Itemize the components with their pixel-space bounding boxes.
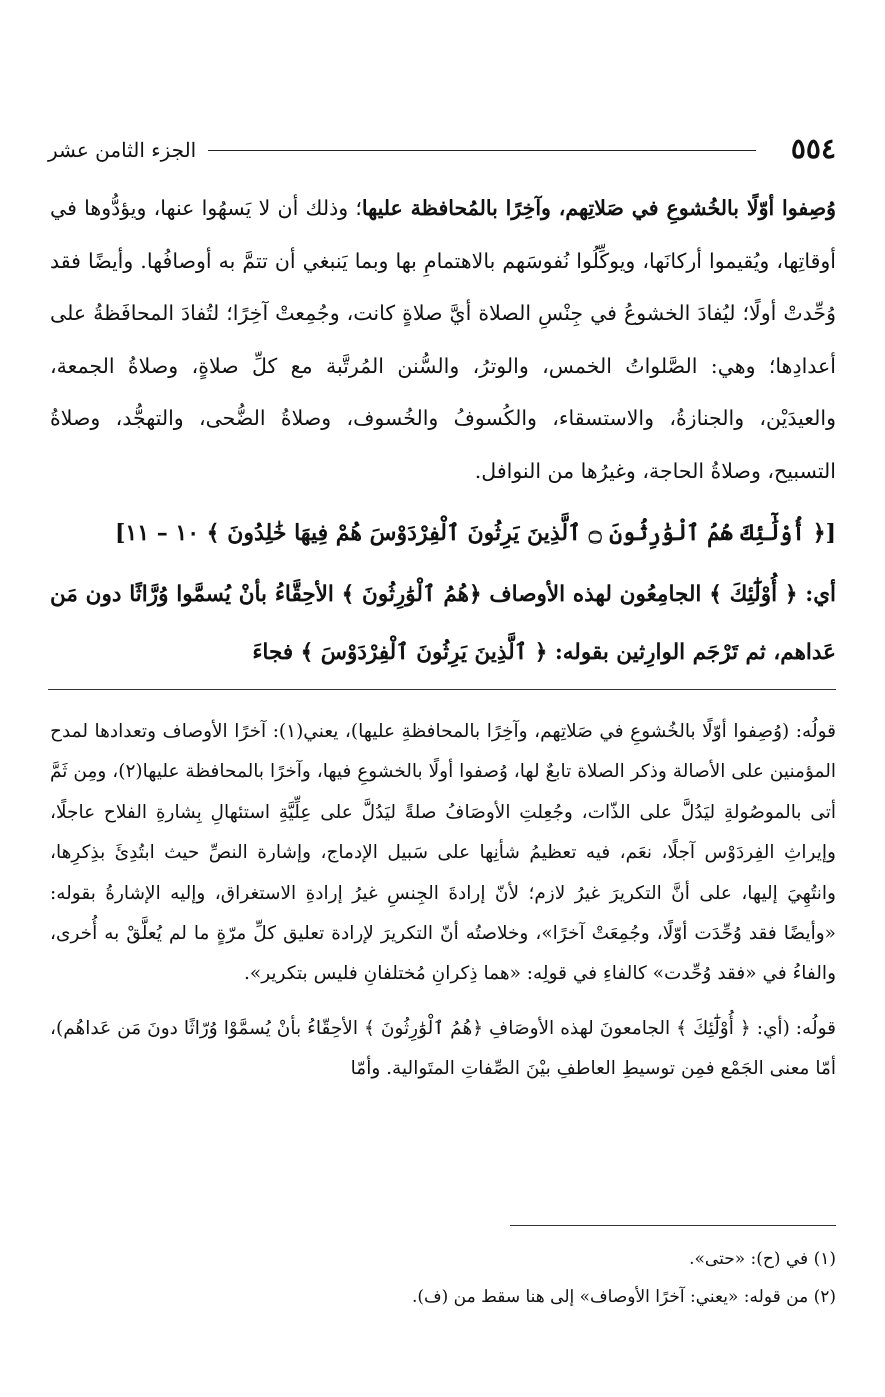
running-title: الجزء الثامن عشر xyxy=(48,138,197,162)
tafsir-paragraph: أي: ﴿ أُوْلَٰٓئِكَ ﴾ الجامِعُون لهذه الأوصاف ﴿هُمُ ٱلْوَٰرِثُونَ ﴾ الأحِقَّاءُ بأنْ يُسمَّوا وُرَّاثًا دون مَن عَداهم، ثم تَرْجَم الوارِثين بقوله: ﴿ ٱلَّذِينَ يَرِثُونَ ٱلْفِرْدَوْسَ ﴾ فجاءَ xyxy=(50,581,836,665)
commentary-paragraph-2: قولُه: (أي: ﴿ أُوْلَٰٓئِكَ ﴾ الجامعونَ لهذه الأوصَافِ ﴿هُمُ ٱلْوَٰرِثُونَ ﴾ الأحِقّاءُ بأنْ يُسمَّوْا وُرّاثًا دونَ مَن عَداهُم)، أمّا معنى الجَمْع فمِن توسيطِ العاطفِ بيْنَ الصِّفاتِ المتَوالية. وأمّا xyxy=(50,1017,836,1080)
header-rule xyxy=(208,150,756,151)
page-header xyxy=(48,132,836,172)
main-paragraph xyxy=(50,182,836,498)
page-number: ٥٥٤ xyxy=(790,132,836,165)
footnote-1: (١) في (ح): «حتى». xyxy=(689,1249,836,1269)
main-paragraph-lead: وُصِفوا أوّلًا بالخُشوعِ في صَلاتِهم، وآخِرًا بالمُحافظة عليها xyxy=(361,196,836,220)
main-paragraph-body: ؛ وذلك أن لا يَسهُوا عنها، ويؤدُّوها في أوقاتِها، ويُقيموا أركانَها، ويوكِّلُوا نُفوسَهم بالاهتمامِ بها وبما يَنبغي أن تتمَّ به أوصافُها. وأيضًا فقد وُحِّدتْ أولًا؛ ليُفادَ الخشوعُ في جِنْسِ الصلاة أيَّ صلاةٍ كانت، وجُمِعتْ آخِرًا؛ لتُفادَ المحافَظةُ على أعدادِها؛ وهي: الصَّلواتُ الخمس، والوترُ، والسُّنن المُرتَّبة مع كلِّ صلاةٍ، وصلاةُ الجمعة، والعيدَيْن، والجنازةُ، والاستسقاء، والكُسوفُ والخُسوف، وصلاةُ الضُّحى، والتهجُّد، وصلاةُ التسبيح، وصلاةُ الحاجة، وغيرُها من النوافل. xyxy=(50,196,836,483)
commentary-block xyxy=(50,712,836,1090)
section-divider xyxy=(48,689,836,690)
footnotes xyxy=(50,1240,836,1316)
commentary-paragraph-1: قولُه: (وُصِفوا أوّلًا بالخُشوعِ في صَلاتِهم، وآخِرًا بالمحافظةِ عليها)، يعني(١): آخرًا الأوصاف وتعدادها لمدح المؤمنين على الأصالة وذكر الصلاة تابعٌ لها، وُصفوا أولًا بالخشوعِ فيها، وآخرًا بالمحافظة عليها(٢)، ومِن ثَمَّ أتى بالموصُولةِ ليَدُلَّ على الذّات، وجُعِلتِ الأوصَافُ صلةً ليَدُلَّ على عِلِّيَّةِ استئهالِ بِشارةِ الفلاح عاجلًا، وإيراثِ الفِردَوْس آجلًا، نعَم، فيه تعظيمُ شأنِها على سَبيل الإدماج، وإشارة النصِّ حيث ابتُدِئَ بذِكرِها، وانتُهِيَ إليها، على أنَّ التكريرَ غيرُ لازم؛ لأنّ إرادةَ الجِنسِ غيرُ إرادةِ الاستغراق، وإليه الإشارةُ بقوله: «وأيضًا فقد وُحِّدَت أوّلًا، وجُمِعَتْ آخرًا»، وخلاصتُه أنّ التكريرَ لإرادة تعليق كلِّ مرّةٍ ما لم يُعلَّقْ به أُخرى، والفاءُ في «فقد وُحِّدت» كالفاءِ في قولِه: «هما ذِكرانِ مُختلفانِ فليس بتكرير». xyxy=(50,721,836,985)
footnote-rule xyxy=(510,1225,836,1226)
footnote-2: (٢) من قوله: «يعني: آخرًا الأوصاف» إلى هنا سقط من (ف). xyxy=(411,1287,836,1307)
quran-verse: [﴿ أُوْلَٰٓئِكَ هُمُ ٱلْوَٰرِثُونَ ۝ ٱلَّذِينَ يَرِثُونَ ٱلْفِرْدَوْسَ هُمْ فِيهَا خَٰلِدُونَ ﴾ ١٠ – ١١] xyxy=(114,519,836,546)
main-text xyxy=(50,182,836,682)
